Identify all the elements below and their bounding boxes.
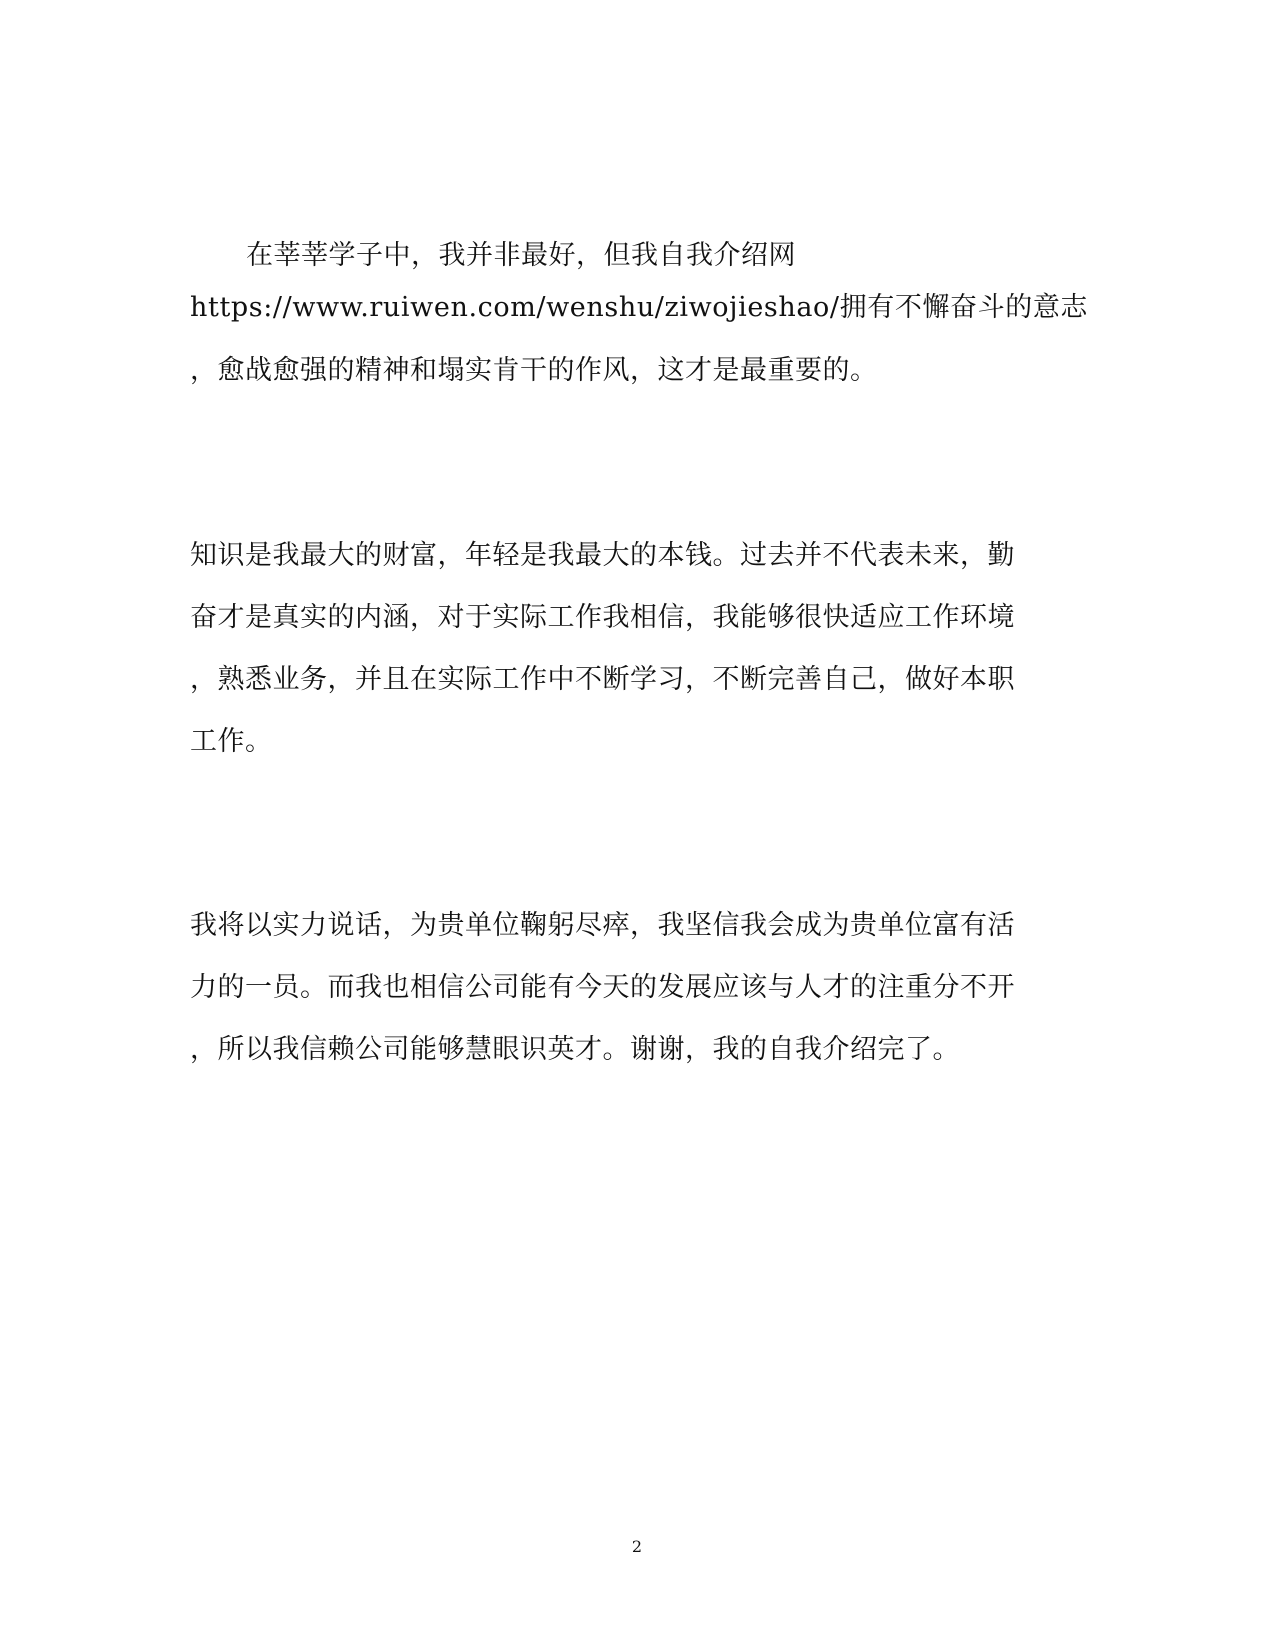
paragraph-line: 奋才是真实的内涵，对于实际工作我相信，我能够很快适应工作环境	[190, 602, 1015, 633]
paragraph-line: ，熟悉业务，并且在实际工作中不断学习，不断完善自己，做好本职	[190, 664, 1015, 695]
paragraph-line: 知识是我最大的财富，年轻是我最大的本钱。过去并不代表未来，勤	[190, 540, 1015, 571]
page-number: 2	[631, 1537, 643, 1556]
paragraph-line: 我将以实力说话，为贵单位鞠躬尽瘁，我坚信我会成为贵单位富有活	[190, 910, 1015, 941]
paragraph-line: ，愈战愈强的精神和塌实肯干的作风，这才是最重要的。	[190, 355, 878, 386]
paragraph-line: 工作。	[190, 726, 273, 757]
paragraph-line: ，所以我信赖公司能够慧眼识英才。谢谢，我的自我介绍完了。	[190, 1034, 960, 1065]
paragraph-line: 力的一员。而我也相信公司能有今天的发展应该与人才的注重分不开	[190, 972, 1015, 1003]
paragraph-line: https://www.ruiwen.com/wenshu/ziwojieshao/拥有不懈奋斗的意志	[190, 292, 1089, 323]
paragraph-line: 在莘莘学子中，我并非最好，但我自我介绍网	[246, 240, 796, 271]
